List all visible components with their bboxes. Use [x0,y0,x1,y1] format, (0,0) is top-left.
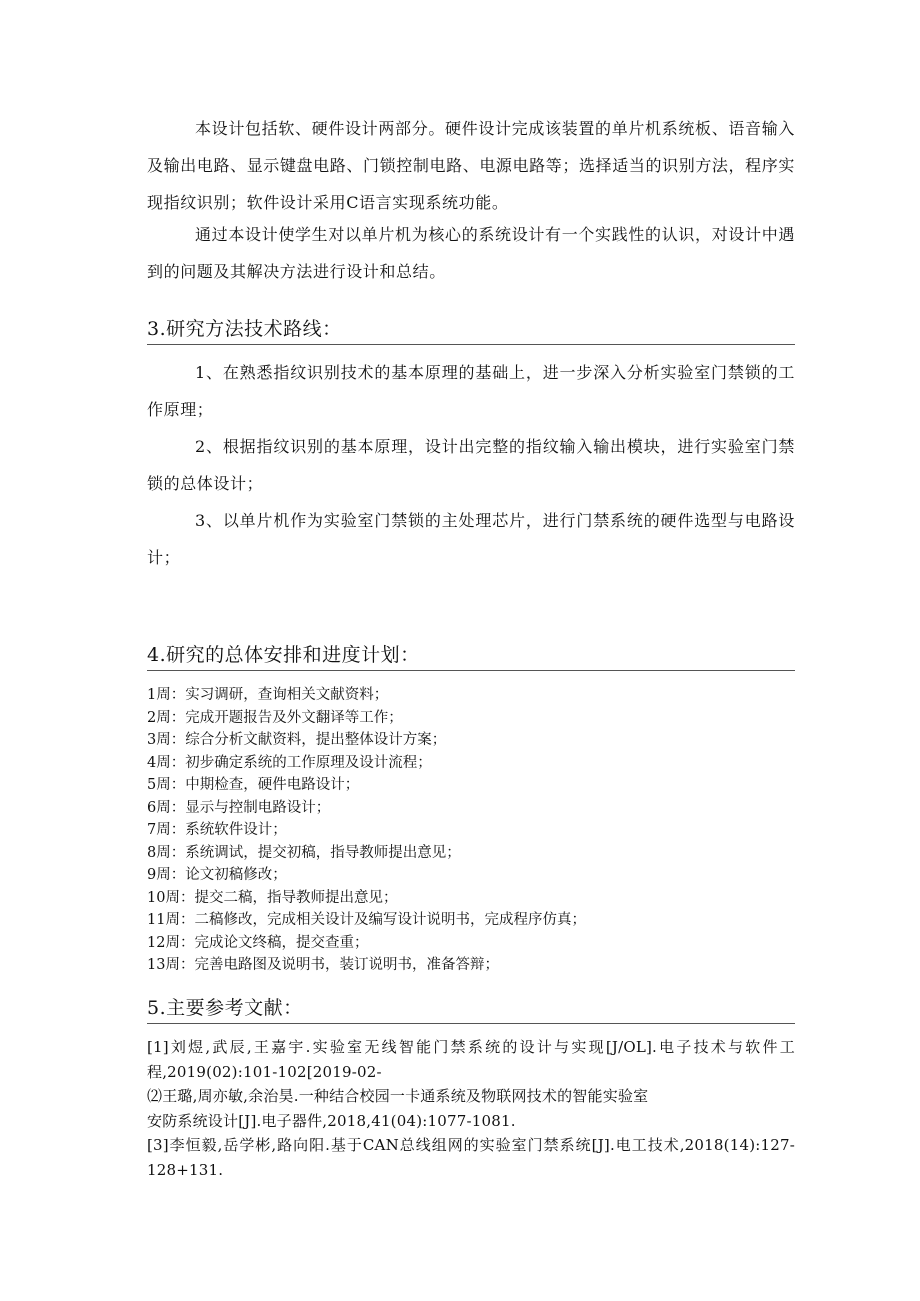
schedule-week-13: 13周：完善电路图及说明书，装订说明书，准备答辩； [147,957,499,973]
reference-2-line-2: 安防系统设计[J].电子器件,2018,41(04):1077-1081. [147,1111,516,1130]
method-item-3: 3、以单片机作为实验室门禁锁的主处理芯片，进行门禁系统的硬件选型与电路设计； [147,511,795,567]
schedule-week-10: 10周：提交二稿，指导教师提出意见； [147,889,398,906]
schedule-week-3: 3周：综合分析文献资料，提出整体设计方案； [147,732,447,748]
schedule-week-9: 9周：论文初稿修改； [147,867,287,883]
reference-3: [3]李恒毅,岳学彬,路向阳.基于CAN总线组网的实验室门禁系统[J].电工技术,2018(14):127-128+131. [147,1136,795,1179]
method-item-1: 1、在熟悉指纹识别技术的基本原理的基础上，进一步深入分析实验室门禁锁的工作原理； [147,363,795,419]
schedule-week-4: 4周：初步确定系统的工作原理及设计流程； [147,754,432,771]
schedule-week-5: 5周：中期检查，硬件电路设计； [147,777,360,793]
schedule-week-1: 1周：实习调研，查询相关文献资料； [147,687,389,703]
section-3-heading: 3.研究方法技术路线： [147,316,795,345]
schedule-week-12: 12周：完成论文终稿，提交查重； [147,934,369,951]
intro-paragraph-2: 通过本设计使学生对以单片机为核心的系统设计有一个实践性的认识，对设计中遇到的问题及其解决方法进行设计和总结。 [147,225,795,281]
method-item-2: 2、根据指纹识别的基本原理，设计出完整的指纹输入输出模块，进行实验室门禁锁的总体设计； [147,437,795,493]
references-list [147,1035,795,1182]
reference-2-line-1: ⑵王璐,周亦敏,余治昊.一种结合校园一卡通系统及物联网技术的智能实验室 [147,1087,649,1105]
intro-paragraph-1: 本设计包括软、硬件设计两部分。硬件设计完成该装置的单片机系统板、语音输入及输出电路、显示键盘电路、门锁控制电路、电源电路等；选择适当的识别方法，程序实现指纹识别；软件设计采用C语言实现系统功能。 [147,119,795,212]
schedule-week-2: 2周：完成开题报告及外文翻译等工作； [147,709,403,726]
reference-1: [1]刘煜,武辰,王嘉宇.实验室无线智能门禁系统的设计与实现[J/OL].电子技术与软件工程,2019(02):101-102[2019-02- [147,1038,795,1081]
schedule-week-8: 8周：系统调试，提交初稿，指导教师提出意见； [147,844,461,861]
schedule-week-11: 11周：二稿修改，完成相关设计及编写设计说明书，完成程序仿真； [147,912,586,928]
section-5-heading: 5.主要参考文献： [147,995,795,1024]
schedule-week-6: 6周：显示与控制电路设计； [147,799,331,816]
schedule-list [147,684,795,977]
schedule-week-7: 7周：系统软件设计； [147,822,287,838]
section-4-heading: 4.研究的总体安排和进度计划： [147,642,795,671]
